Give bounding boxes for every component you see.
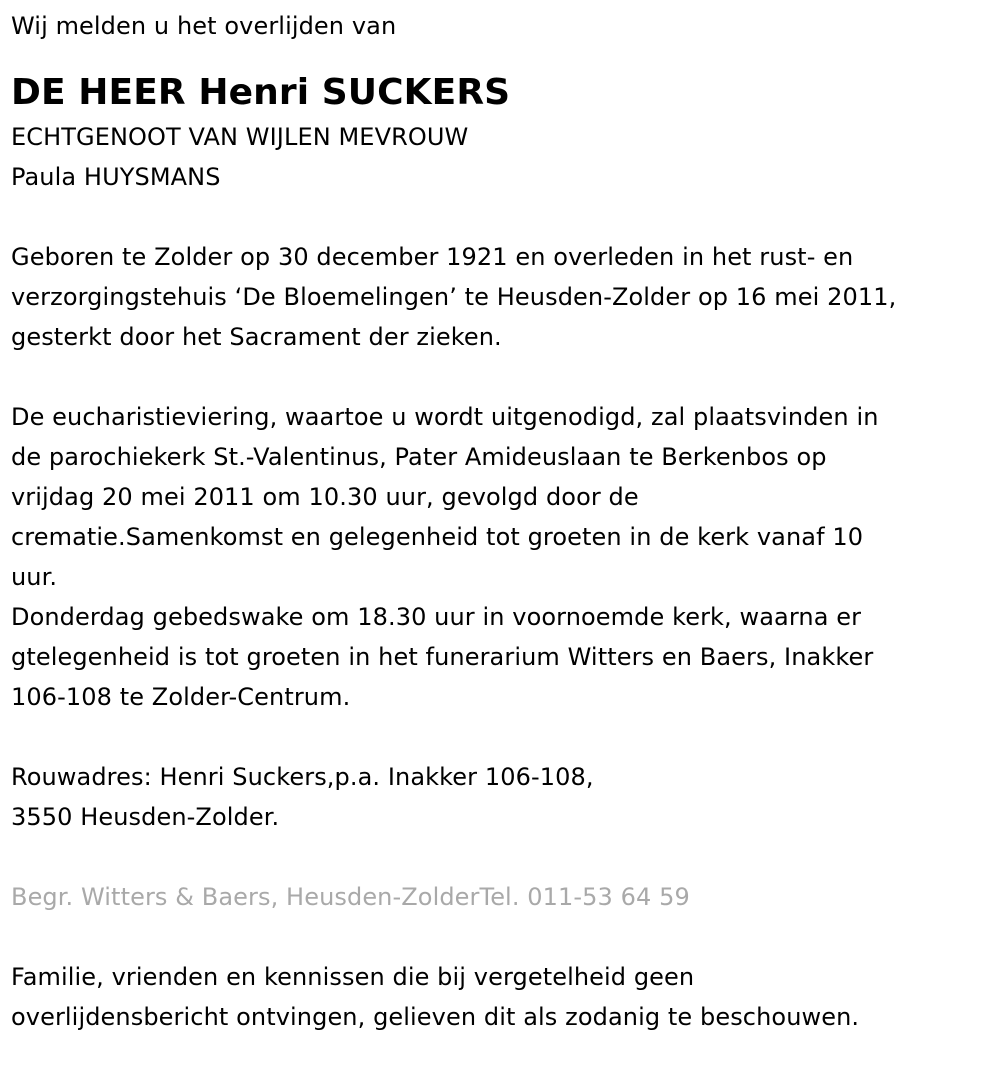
service-line: vrijdag 20 mei 2011 om 10.30 uur, gevolgd door de	[11, 483, 639, 511]
spouse-line-1: ECHTGENOOT VAN WIJLEN MEVROUW	[11, 123, 469, 151]
intro-text: Wij melden u het overlijden van	[11, 12, 397, 40]
spacer	[11, 917, 988, 957]
spacer	[11, 357, 988, 397]
birth-death-line: verzorgingstehuis ‘De Bloemelingen’ te Heusden-Zolder op 16 mei 2011,	[11, 283, 897, 311]
service-line: uur.	[11, 563, 58, 591]
spouse-line-2: Paula HUYSMANS	[11, 163, 221, 191]
service-line: de parochiekerk St.-Valentinus, Pater Amideuslaan te Berkenbos op	[11, 443, 827, 471]
address-line: Rouwadres: Henri Suckers,p.a. Inakker 106-108,	[11, 763, 594, 791]
birth-death-line: Geboren te Zolder op 30 december 1921 en overleden in het rust- en	[11, 243, 854, 271]
service-line: crematie.Samenkomst en gelegenheid tot groeten in de kerk vanaf 10	[11, 523, 864, 551]
spacer	[11, 197, 988, 237]
service-line: Donderdag gebedswake om 18.30 uur in voornoemde kerk, waarna er	[11, 603, 862, 631]
birth-death-line: gesterkt door het Sacrament der zieken.	[11, 323, 502, 351]
closing-line: overlijdensbericht ontvingen, gelieven dit als zodanig te beschouwen.	[11, 1003, 860, 1031]
funeral-home-contact: Begr. Witters & Baers, Heusden-ZolderTel. 011-53 64 59	[11, 883, 690, 911]
service-line: De eucharistieviering, waartoe u wordt uitgenodigd, zal plaatsvinden in	[11, 403, 879, 431]
birth-death-paragraph	[11, 237, 988, 357]
closing-paragraph	[11, 957, 988, 1037]
service-line: 106-108 te Zolder-Centrum.	[11, 683, 351, 711]
closing-line: Familie, vrienden en kennissen die bij vergetelheid geen	[11, 963, 695, 991]
service-paragraph	[11, 397, 988, 717]
spacer	[11, 717, 988, 757]
address-line: 3550 Heusden-Zolder.	[11, 803, 280, 831]
service-line: gtelegenheid is tot groeten in het funerarium Witters en Baers, Inakker	[11, 643, 874, 671]
deceased-name: DE HEER Henri SUCKERS	[11, 72, 511, 113]
spacer	[11, 837, 988, 877]
mourning-address	[11, 757, 988, 837]
